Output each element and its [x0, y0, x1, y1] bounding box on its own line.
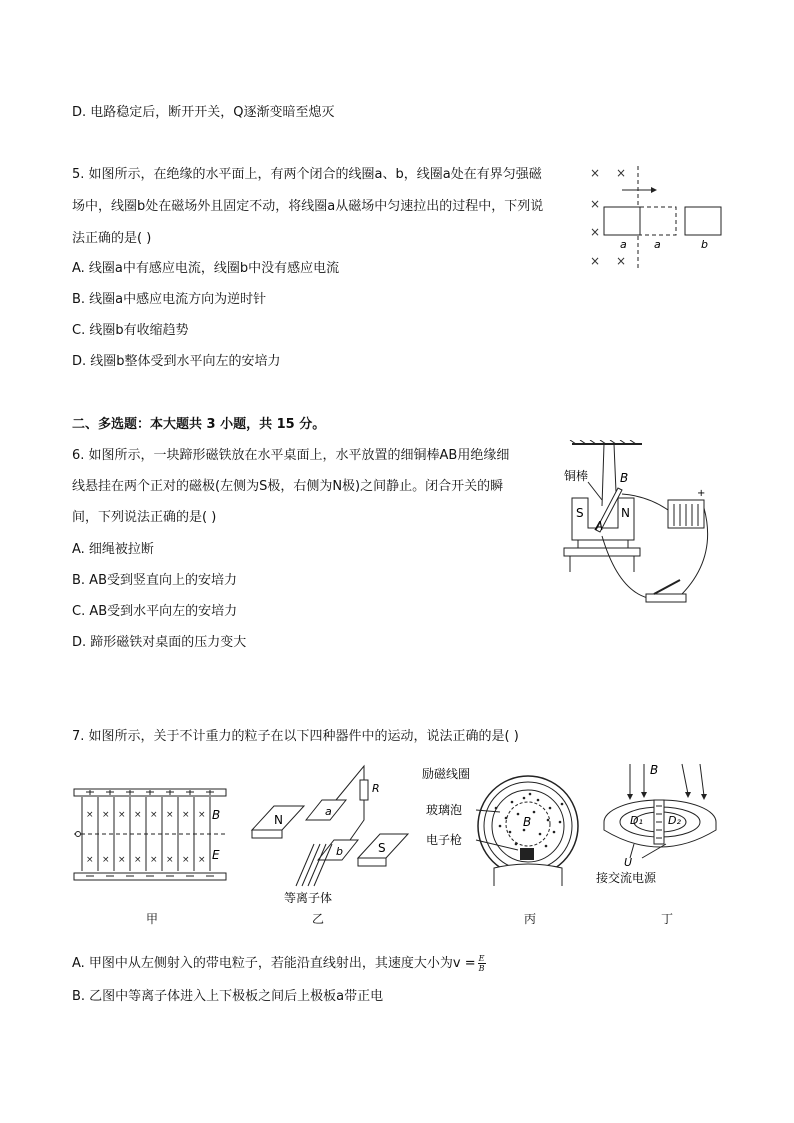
q6-stem-line1: 6. 如图所示，一块蹄形磁铁放在水平桌面上，水平放置的细铜棒AB用绝缘细	[72, 448, 510, 463]
q6-option-c: C. AB受到水平向左的安培力	[72, 604, 238, 619]
label-a: a	[325, 805, 332, 818]
coil-label: 励磁线圈	[422, 767, 471, 781]
svg-text:×: ×	[118, 810, 126, 820]
q5-figure	[585, 160, 730, 270]
q6-option-d: D. 蹄形磁铁对桌面的压力变大	[72, 635, 247, 650]
svg-text:×: ×	[166, 855, 174, 865]
cross: ×	[590, 197, 601, 211]
copper-label: 铜棒	[564, 469, 589, 483]
label-u: U	[624, 856, 633, 869]
svg-text:×: ×	[86, 810, 94, 820]
thread	[602, 444, 604, 506]
coil-b	[685, 207, 721, 235]
switch-base	[646, 594, 686, 602]
coil-a	[604, 207, 640, 235]
pole-n: N	[274, 813, 283, 827]
label-a-dashed: a	[654, 238, 661, 251]
fraction-denominator: B	[478, 964, 485, 973]
caption-ding: 丁	[661, 912, 674, 926]
svg-text:×: ×	[150, 855, 158, 865]
q4-option-d: D. 电路稳定后，断开开关，Q逐渐变暗至熄灭	[72, 105, 335, 120]
label-b: b	[336, 845, 343, 858]
q5-stem-line3: 法正确的是( )	[72, 231, 152, 246]
cross: ×	[590, 254, 601, 268]
label-b: B	[620, 471, 629, 485]
label-b: b	[701, 238, 708, 251]
svg-text:×: ×	[198, 810, 206, 820]
label-b: B	[212, 808, 221, 822]
q7-figure-yi	[246, 760, 416, 908]
svg-text:×: ×	[182, 810, 190, 820]
q7-figure-ding	[596, 760, 732, 884]
q5-option-c: C. 线圈b有收缩趋势	[72, 323, 189, 338]
caption-bing: 丙	[524, 912, 537, 926]
svg-text:×: ×	[166, 810, 174, 820]
thread	[614, 444, 616, 492]
bulb-label: 玻璃泡	[426, 803, 463, 817]
svg-text:×: ×	[102, 810, 110, 820]
section-heading: 二、多选题：本大题共 3 小题，共 15 分。	[72, 417, 326, 432]
label-d1: D₁	[630, 814, 643, 827]
label-b: B	[523, 815, 532, 829]
q6-stem-line3: 间，下列说法正确的是( )	[72, 510, 217, 525]
svg-text:×: ×	[150, 810, 158, 820]
svg-text:×: ×	[198, 855, 206, 865]
gun-label: 电子枪	[426, 833, 463, 847]
q7-option-a-text: A. 甲图中从左侧射入的带电粒子，若能沿直线射出，其速度大小为v =	[72, 956, 476, 971]
arrow-head-icon	[651, 187, 657, 193]
pole-s: S	[576, 506, 584, 520]
label-a: a	[620, 238, 627, 251]
cross: ×	[590, 166, 601, 180]
svg-text:×: ×	[134, 810, 142, 820]
resistor	[360, 780, 368, 800]
battery-plus: +	[697, 488, 706, 499]
svg-text:×: ×	[118, 855, 126, 865]
q6-option-b: B. AB受到竖直向上的安培力	[72, 573, 237, 588]
cross: ×	[616, 254, 627, 268]
fraction	[478, 954, 486, 973]
q7-stem: 7. 如图所示，关于不计重力的粒子在以下四种器件中的运动，说法正确的是( )	[72, 729, 519, 744]
q5-option-b: B. 线圈a中感应电流方向为逆时针	[72, 292, 267, 307]
label-r: R	[372, 782, 380, 795]
svg-text:×: ×	[134, 855, 142, 865]
wire	[602, 536, 648, 598]
q5-option-d: D. 线圈b整体受到水平向左的安培力	[72, 354, 281, 369]
svg-text:×: ×	[182, 855, 190, 865]
pole-s: S	[378, 841, 386, 855]
svg-text:×: ×	[86, 855, 94, 865]
table-top	[564, 548, 640, 556]
source-label: 接交流电源	[596, 871, 657, 884]
caption-yi: 乙	[312, 912, 325, 926]
q6-stem-line2: 线悬挂在两个正对的磁极(左侧为S极，右侧为N极)之间静止。闭合开关的瞬	[72, 479, 504, 494]
base	[494, 864, 562, 886]
caption-jia: 甲	[146, 912, 159, 926]
particle	[76, 832, 81, 837]
q5-option-a: A. 线圈a中有感应电流，线圈b中没有感应电流	[72, 261, 340, 276]
q7-option-b: B. 乙图中等离子体进入上下极板之间后上极板a带正电	[72, 989, 384, 1004]
q6-figure	[558, 440, 718, 610]
q7-option-a	[72, 954, 486, 973]
label-a: A	[595, 519, 604, 533]
cross: ×	[616, 166, 627, 180]
label-e: E	[212, 848, 220, 862]
electron-gun	[520, 848, 534, 860]
label-b: B	[650, 763, 659, 777]
svg-text:×: ×	[102, 855, 110, 865]
label-d2: D₂	[668, 814, 681, 827]
q5-stem-line2: 场中，线圈b处在磁场外且固定不动，将线圈a从磁场中匀速拉出的过程中，下列说	[72, 199, 544, 214]
wire	[350, 800, 364, 840]
pole-n: N	[621, 506, 630, 520]
q5-stem-line1: 5. 如图所示，在绝缘的水平面上，有两个闭合的线圈a、b，线圈a处在有界匀强磁	[72, 167, 542, 182]
switch-lever	[654, 580, 680, 594]
cross: ×	[590, 225, 601, 239]
coil-a-dashed	[640, 207, 676, 235]
fraction-numerator: E	[478, 954, 485, 963]
q7-figure-bing	[420, 764, 590, 886]
plasma-label: 等离子体	[284, 891, 333, 905]
q7-figure-jia	[70, 787, 230, 883]
q6-option-a: A. 细绳被拉断	[72, 542, 154, 557]
